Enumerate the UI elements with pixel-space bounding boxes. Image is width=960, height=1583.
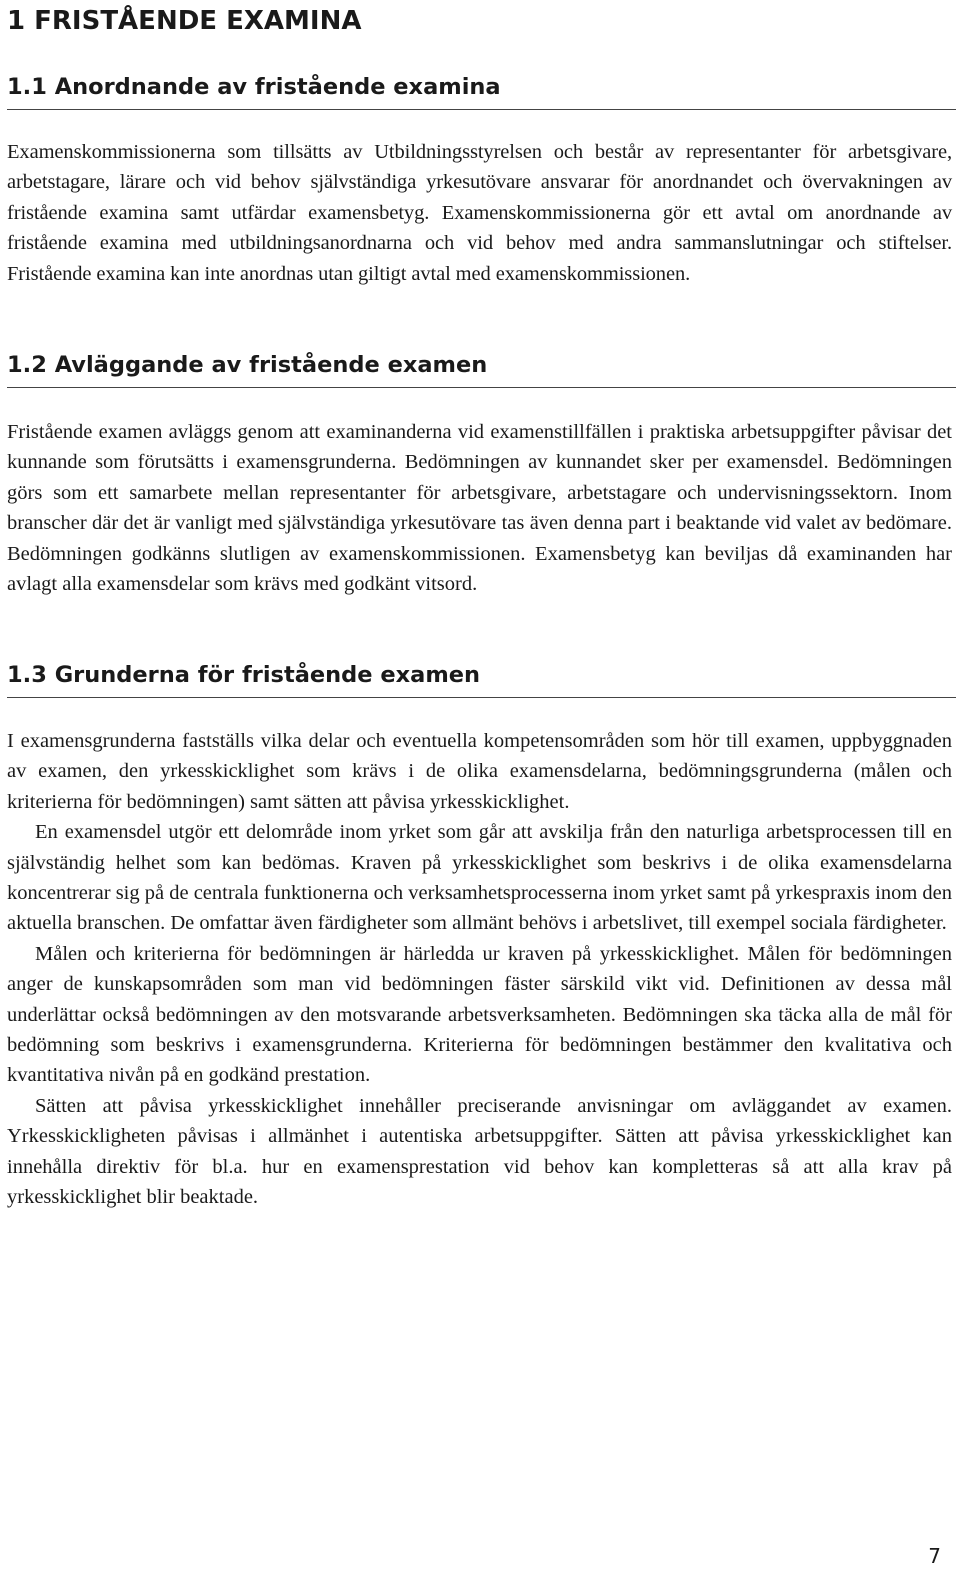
paragraph: I examensgrunderna fastställs vilka delar och eventuella kompetensområden som hör till examen, uppbyggnaden av examen, den yrkesskicklighet som krävs i de olika examensdelarna, bedömningsgrunderna (målen och kriterierna för bedömningen) samt sätten att påvisa yrkesskicklighet. [7, 730, 952, 813]
section-heading-1-3: 1.3 Grunderna för fristående examen [7, 660, 956, 698]
section-body-1-3 [7, 726, 952, 1213]
section-body-1-2 [7, 417, 952, 599]
paragraph: Sätten att påvisa yrkesskicklighet innehåller preciserande anvisningar om avläggandet av examen. Yrkesskickligheten påvisas i allmänhet i autentiska arbetsuppgifter. Sätten att påvisa yrkesskicklighet kan innehålla direktiv för bl.a. hur en examensprestation vid behov kan kompletteras så att alla krav på yrkesskicklighet blir beaktade. [7, 1094, 952, 1209]
chapter-title: 1 FRISTÅENDE EXAMINA [7, 6, 362, 36]
paragraph: En examensdel utgör ett delområde inom yrket som går att avskilja från den naturliga arbetsprocessen till en självständig helhet som kan bedömas. Kraven på yrkesskicklighet som beskrivs i de olika examensdelarna koncentrerar sig på de centrala funktionerna och verksamhetsprocesserna inom yrket samt på yrkespraxis inom den aktuella branschen. De omfattar även färdigheter som allmänt behövs i arbetslivet, till exempel sociala färdigheter. [7, 821, 952, 935]
section-heading-1-2: 1.2 Avläggande av fristående examen [7, 350, 956, 388]
paragraph: Fristående examen avläggs genom att examinanderna vid examenstillfällen i praktiska arbetsuppgifter påvisar det kunnande som förutsätts i examensgrunderna. Bedömningen av kunnandet sker per examensdel. Bedömningen görs som ett samarbete mellan representanter för arbetsgivare, arbetstagare och undervisningssektorn. Inom branscher där det är vanligt med självständiga yrkesutövare tas även denna part i beaktande vid valet av bedömare. Bedömningen godkänns slutligen av examenskommissionen. Examensbetyg kan beviljas då examinanden har avlagt alla examensdelar som krävs med godkänt vitsord. [7, 421, 952, 596]
section-body-1-1 [7, 137, 952, 289]
section-heading-1-1: 1.1 Anordnande av fristående examina [7, 72, 956, 110]
paragraph: Examenskommissionerna som tillsätts av Utbildningsstyrelsen och består av representanter för arbetsgivare, arbetstagare, lärare och vid behov självständiga yrkesutövare ansvarar för anordnandet och övervakningen av fristående examina samt utfärdar examensbetyg. Examenskommissionerna gör ett avtal om anordnande av fristående examina med utbildningsanordnarna och vid behov med andra sammanslutningar och stiftelser. Fristående examina kan inte anordnas utan giltigt avtal med examenskommissionen. [7, 141, 952, 285]
page-number: 7 [928, 1544, 941, 1568]
paragraph: Målen och kriterierna för bedömningen är härledda ur kraven på yrkesskicklighet. Målen för bedömningen anger de kunskapsområden som man vid bedömningen fäster särskild vikt vid. Definitionen av dessa mål underlättar också bedömningen av den motsvarande arbetsverksamheten. Bedömningen ska täcka alla de mål för bedömning som beskrivs i examensgrunderna. Kriterierna för bedömningen bestämmer den kvalitativa och kvantitativa nivån på en godkänd prestation. [7, 942, 952, 1087]
